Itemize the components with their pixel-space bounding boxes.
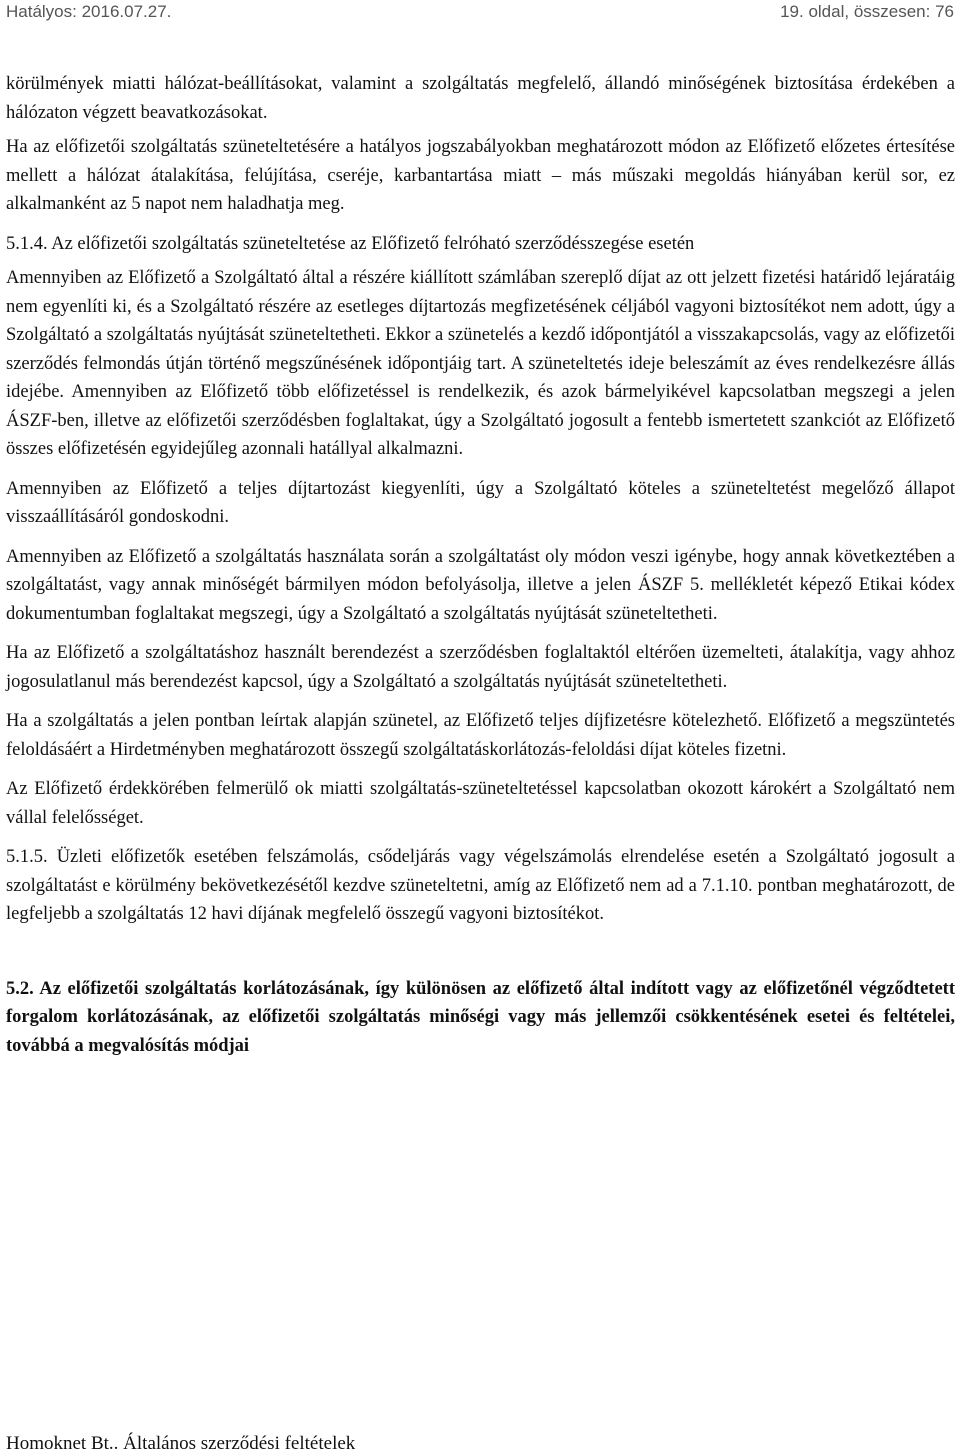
page-number: 19. oldal, összesen: 76 [780,2,954,21]
subsection-title-5-1-4: 5.1.4. Az előfizetői szolgáltatás szüneteltetése az Előfizető felróható szerződésszegése esetén [6,233,695,254]
paragraph-restore: Amennyiben az Előfizető a teljes díjtartozást kiegyenlíti, úgy a Szolgáltató köteles a szüneteltetést megelőző állapot visszaállításáról gondoskodni. [6,478,955,527]
subsection-5-1-5: 5.1.5. Üzleti előfizetők esetében felszámolás, csődeljárás vagy végelszámolás elrendelése esetén a Szolgáltató jogosult a szolgáltatást e körülmény bekövetkezésétől kezdve szüneteltetni, amíg az Előfizető nem ad a 7.1.10. pontban meghatározott, de legfeljebb a szolgáltatás 12 havi díjának megfelelő összegű vagyoni biztosítékot. [6,847,955,924]
paragraph-continuation: körülmények miatti hálózat-beállításokat, valamint a szolgáltatás megfelelő, állandó minőségének biztosítása érdekében a hálózaton végzett beavatkozásokat. [6,74,955,123]
paragraph-misuse: Amennyiben az Előfizető a szolgáltatás használata során a szolgáltatást oly módon veszi igénybe, hogy annak következtében a szolgáltatást, vagy annak minőségét bármilyen módon befolyásolja, illetve a jelen ÁSZF 5. mellékletét képező Etikai kódex dokumentumban foglaltakat megszegi, úgy a Szolgáltató a szolgáltatás nyújtását szüneteltetheti. [6,546,955,624]
paragraph-nonpayment: Amennyiben az Előfizető a Szolgáltató által a részére kiállított számlában szereplő díjat az ott jelzett fizetési határidő lejáratáig nem egyenlíti ki, és a Szolgáltató részére az esetleges díjtartozás megfizetésének céljából vagyoni biztosítékot nem adott, úgy a Szolgáltató a szolgáltatás nyújtását szüneteltetheti. Ekkor a szünetelés a kezdő időpontjától a visszakapcsolás, vagy az előfizetői szerződés felmondás útján történő megszűnésének időpontjáig tart. A szüneteltetés ideje beleszámít az éves rendelkezésre állás idejébe. Amennyiben az Előfizető több előfizetéssel is rendelkezik, és azok bármelyikével kapcsolatban megszegi a jelen ÁSZF-ben, illetve az előfizetői szerződésben foglaltakat, úgy a Szolgáltató jogosult a fentebb ismertetett szankciót az Előfizető összes előfizetésén egyidejűleg azonnali hatállyal alkalmazni. [6,268,955,459]
paragraph-maintenance: Ha az előfizetői szolgáltatás szüneteltetésére a hatályos jogszabályokban meghatározott módon az Előfizető előzetes értesítése mellett a hálózat átalakítása, felújítása, cseréje, karbantartása miatt – más műszaki megoldás hiányában kerül sor, ez alkalmanként az 5 napot nem haladhatja meg. [6,137,955,214]
paragraph-fees: Ha a szolgáltatás a jelen pontban leírtak alapján szünetel, az Előfizető teljes díjfizetésre kötelezhető. Előfizető a megszüntetés feloldásáért a Hirdetményben meghatározott összegű szolgáltatáskorlátozás-feloldási díjat köteles fizetni. [6,711,955,760]
paragraph-liability: Az Előfizető érdekkörében felmerülő ok miatti szolgáltatás-szüneteltetéssel kapcsolatban okozott károkért a Szolgáltató nem vállal felelősséget. [6,779,955,828]
effective-date: Hatályos: 2016.07.27. [6,2,172,21]
page-footer: Homoknet Bt.. Általános szerződési feltételek [6,1433,356,1454]
section-heading-5-2: 5.2. Az előfizetői szolgáltatás korlátozásának, így különösen az előfizető által indított vagy az előfizetőnél végződtetett forgalom korlátozásának, az előfizetői szolgáltatás minőségi vagy más jellemzői csökkentésének esetei és feltételei, továbbá a megvalósítás módjai [6,978,955,1056]
paragraph-equipment: Ha az Előfizető a szolgáltatáshoz használt berendezést a szerződésben foglaltaktól eltérően üzemelteti, átalakítja, vagy ahhoz jogosulatlanul más berendezést kapcsol, úgy a Szolgáltató a szolgáltatás nyújtását szüneteltetheti. [6,643,955,692]
page-header [6,2,954,26]
document-body [6,70,955,1060]
